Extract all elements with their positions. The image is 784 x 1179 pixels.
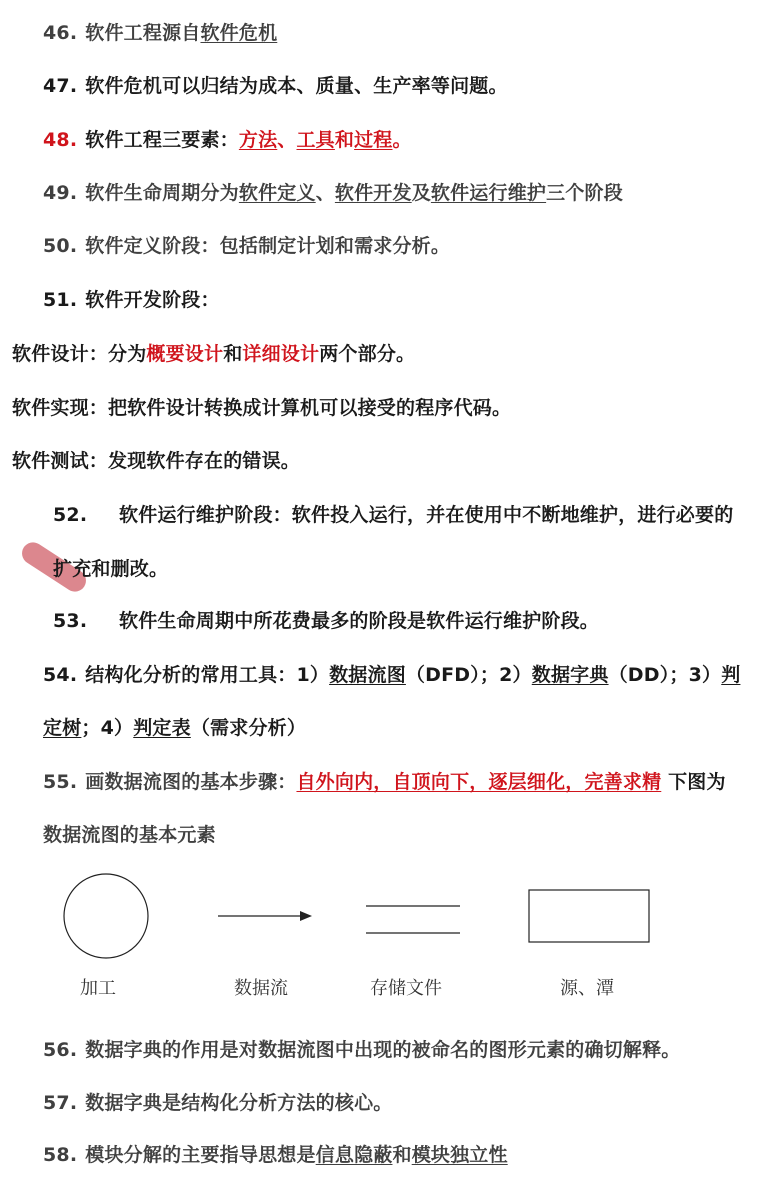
item-55-continued: 数据流图的基本元素 bbox=[43, 824, 216, 846]
data-flow-arrowhead bbox=[300, 911, 312, 921]
item-58: 58. 模块分解的主要指导思想是信息隐蔽和模块独立性 bbox=[43, 1144, 508, 1166]
item-48: 48. 软件工程三要素：方法、工具和过程。 bbox=[43, 129, 412, 151]
item-54-continued: 定树；4）判定表（需求分析） bbox=[43, 717, 307, 739]
process-circle bbox=[64, 874, 148, 958]
item-47: 47. 软件危机可以归结为成本、质量、生产率等问题。 bbox=[43, 75, 508, 97]
storage-label: 存储文件 bbox=[370, 978, 442, 999]
data-flow-label: 数据流 bbox=[234, 978, 288, 999]
source-sink-label: 源、潭 bbox=[560, 978, 614, 999]
item-55: 55. 画数据流图的基本步骤：自外向内，自顶向下，逐层细化，完善求精 下图为 bbox=[43, 771, 726, 793]
item-54: 54. 结构化分析的常用工具：1）数据流图（DFD）；2）数据字典（DD）；3）判 bbox=[43, 664, 741, 686]
item-53: 53. 软件生命周期中所花费最多的阶段是软件运行维护阶段。 bbox=[53, 610, 600, 632]
software-implementation-line: 软件实现：把软件设计转换成计算机可以接受的程序代码。 bbox=[12, 397, 512, 419]
item-50: 50. 软件定义阶段：包括制定计划和需求分析。 bbox=[43, 235, 451, 257]
item-51: 51. 软件开发阶段： bbox=[43, 289, 220, 311]
item-46: 46. 软件工程源自软件危机 bbox=[43, 22, 278, 44]
item-56: 56. 数据字典的作用是对数据流图中出现的被命名的图形元素的确切解释。 bbox=[43, 1039, 681, 1061]
item-57: 57. 数据字典是结构化分析方法的核心。 bbox=[43, 1092, 393, 1114]
item-52-continued: 扩充和删改。 bbox=[53, 558, 169, 580]
item-52: 52. 软件运行维护阶段：软件投入运行，并在使用中不断地维护，进行必要的 bbox=[53, 504, 734, 526]
software-design-line: 软件设计：分为概要设计和详细设计两个部分。 bbox=[12, 343, 416, 365]
item-49: 49. 软件生命周期分为软件定义、软件开发及软件运行维护三个阶段 bbox=[43, 182, 623, 204]
dfd-elements-diagram bbox=[0, 860, 784, 960]
software-testing-line: 软件测试：发现软件存在的错误。 bbox=[12, 450, 301, 472]
process-label: 加工 bbox=[80, 978, 116, 999]
source-sink-rect bbox=[529, 890, 649, 942]
